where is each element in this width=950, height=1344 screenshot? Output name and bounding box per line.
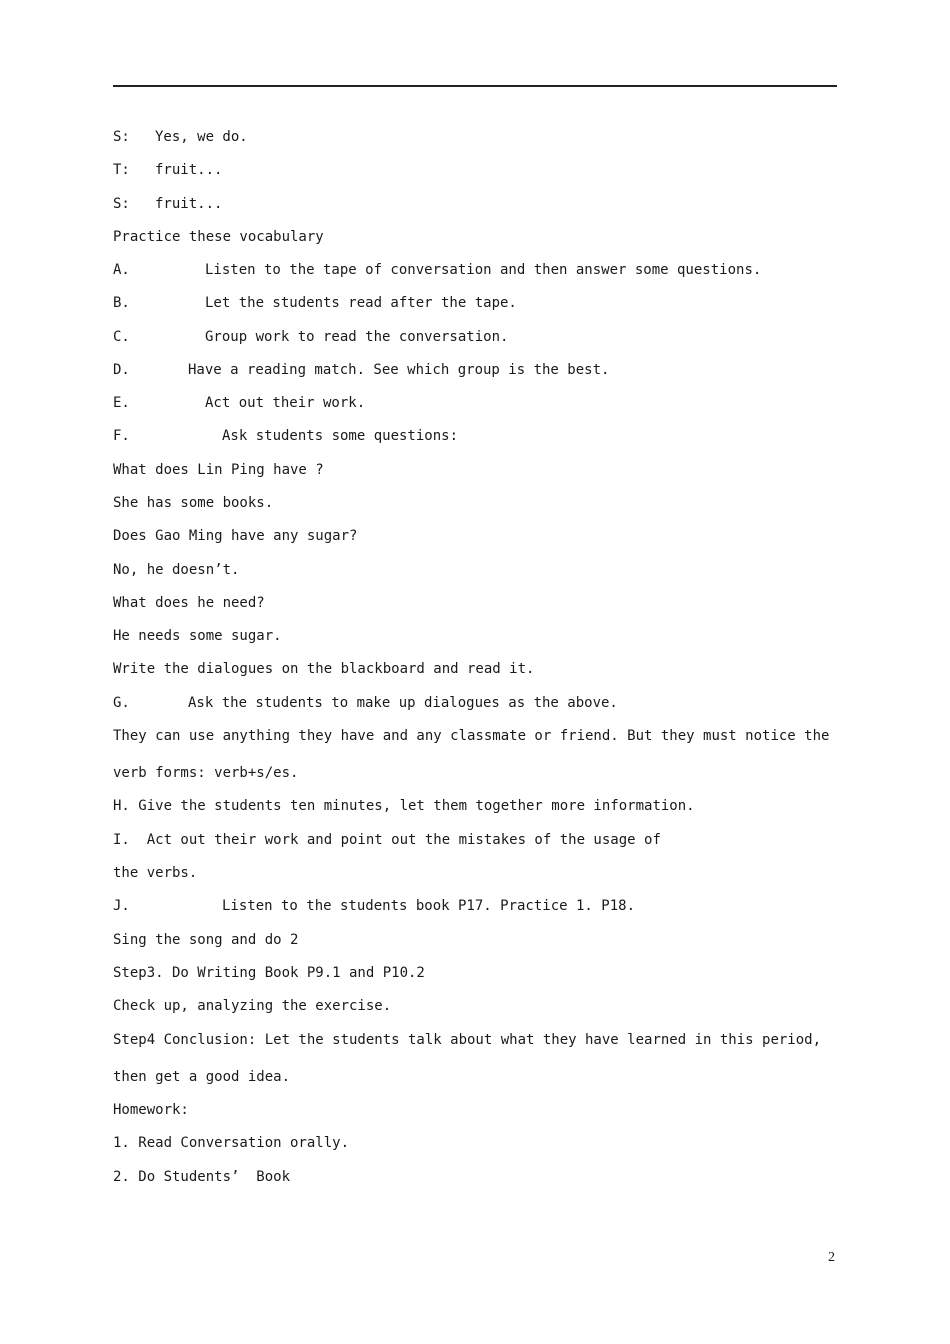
line-text: They can use anything they have and any classmate or friend. But they must notice the <box>113 728 830 744</box>
line-15 <box>113 594 265 612</box>
step-h <box>113 797 695 815</box>
line-3 <box>113 195 222 213</box>
page-number: 2 <box>828 1250 835 1265</box>
line-text: Sing the song and do 2 <box>113 932 299 948</box>
line-text: Practice these vocabulary <box>113 229 324 245</box>
line-text: 2. Do Students’ Book <box>113 1169 291 1185</box>
line-12 <box>113 494 273 512</box>
line-1 <box>113 128 248 146</box>
step-text: Ask the students to make up dialogues as the above. <box>188 695 618 711</box>
line-text: Yes, we do. <box>155 129 248 145</box>
line-text: the verbs. <box>113 865 198 881</box>
step-d <box>113 361 609 379</box>
homework-item-2 <box>113 1168 290 1186</box>
step-text: Group work to read the conversation. <box>205 329 509 345</box>
step-a <box>113 261 761 279</box>
step-label: B. <box>113 295 130 311</box>
step-e <box>113 394 365 412</box>
line-text: Write the dialogues on the blackboard and read it. <box>113 661 535 677</box>
speaker-label: S: <box>113 129 130 145</box>
step-label: D. <box>113 362 130 378</box>
line-text: Step3. Do Writing Book P9.1 and P10.2 <box>113 965 425 981</box>
line-11 <box>113 461 324 479</box>
step-label: F. <box>113 428 130 444</box>
line-text: I. Act out their work and point out the mistakes of the usage of <box>113 832 661 848</box>
line-14 <box>113 561 239 579</box>
step-label: C. <box>113 329 130 345</box>
step-label: A. <box>113 262 130 278</box>
line-text: fruit... <box>155 162 223 178</box>
line-20 <box>113 764 298 782</box>
line-2 <box>113 161 222 179</box>
line-19 <box>113 727 829 745</box>
line-text: fruit... <box>155 196 223 212</box>
line-17 <box>113 660 534 678</box>
homework-heading <box>113 1101 189 1119</box>
speaker-label: T: <box>113 162 130 178</box>
line-text: No, he doesn’t. <box>113 562 240 578</box>
step-label: E. <box>113 395 130 411</box>
speaker-label: S: <box>113 196 130 212</box>
line-27 <box>113 997 391 1015</box>
step-j <box>113 897 635 915</box>
line-29 <box>113 1068 290 1086</box>
step-f <box>113 427 458 445</box>
line-16 <box>113 627 282 645</box>
line-text: Homework: <box>113 1102 189 1118</box>
line-text: Step4 Conclusion: Let the students talk about what they have learned in this period, <box>113 1032 822 1048</box>
line-text: She has some books. <box>113 495 274 511</box>
step3 <box>113 964 425 982</box>
homework-item-1 <box>113 1134 349 1152</box>
step-text: Have a reading match. See which group is the best. <box>188 362 610 378</box>
line-text: What does he need? <box>113 595 265 611</box>
line-text: 1. Read Conversation orally. <box>113 1135 350 1151</box>
step-text: Let the students read after the tape. <box>205 295 517 311</box>
step-label: J. <box>113 898 130 914</box>
step-label: G. <box>113 695 130 711</box>
step-text: Ask students some questions: <box>222 428 459 444</box>
step-i <box>113 831 661 849</box>
step-text: Listen to the tape of conversation and then answer some questions. <box>205 262 762 278</box>
line-4 <box>113 228 324 246</box>
line-text: H. Give the students ten minutes, let them together more information. <box>113 798 695 814</box>
step4 <box>113 1031 821 1049</box>
line-text: Does Gao Ming have any sugar? <box>113 528 358 544</box>
step-text: Act out their work. <box>205 395 366 411</box>
line-text: He needs some sugar. <box>113 628 282 644</box>
step-c <box>113 328 508 346</box>
line-23 <box>113 864 197 882</box>
step-text: Listen to the students book P17. Practice 1. P18. <box>222 898 636 914</box>
step-g <box>113 694 618 712</box>
line-text: Check up, analyzing the exercise. <box>113 998 392 1014</box>
step-b <box>113 294 517 312</box>
line-25 <box>113 931 298 949</box>
line-text: What does Lin Ping have ? <box>113 462 324 478</box>
line-text: verb forms: verb+s/es. <box>113 765 299 781</box>
line-text: then get a good idea. <box>113 1069 291 1085</box>
header-rule <box>113 85 837 87</box>
line-13 <box>113 527 357 545</box>
